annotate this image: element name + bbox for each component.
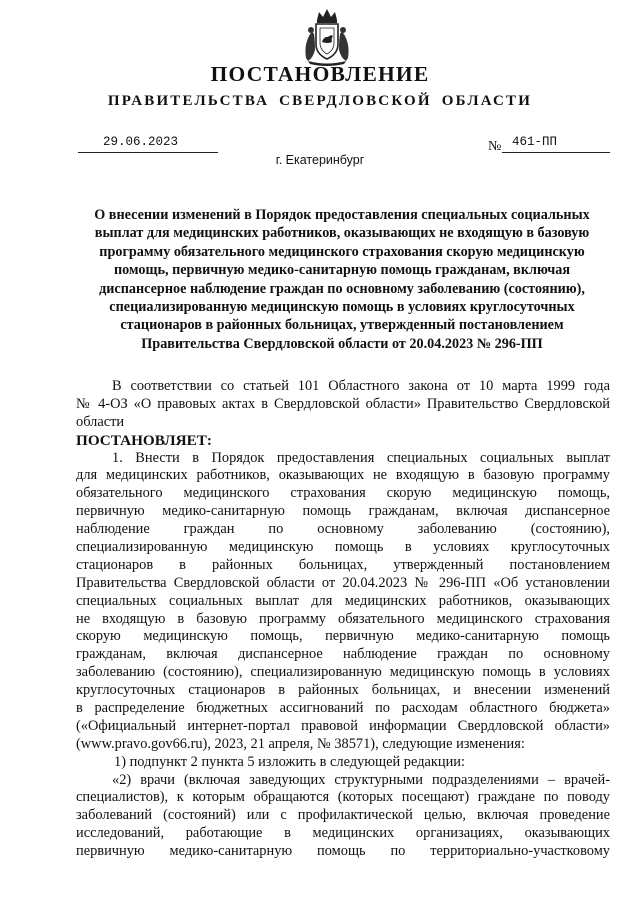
body-line: исследований, работающие в медицинских организациях, оказывающих <box>76 825 610 842</box>
body-line: заболеваний (состояний) или с профилактической целью, включая проведение <box>76 807 610 824</box>
resolves-keyword: ПОСТАНОВЛЯЕТ: <box>76 431 212 449</box>
body-line: В соответствии со статьей 101 Областного закона от 10 марта 1999 года <box>112 378 610 394</box>
resolution-body <box>76 378 610 861</box>
resolution-heading <box>62 206 622 353</box>
document-date: 29.06.2023 <box>78 135 218 153</box>
heading-line: диспансерное наблюдение граждан по основному заболеванию (состоянию), <box>99 280 585 297</box>
sverdlovsk-coat-of-arms-icon <box>300 6 354 66</box>
body-line: стационаров в районных больницах, утвержденный постановлением <box>76 556 610 573</box>
heading-line: стационаров в районных больницах, утвержденный постановлением <box>120 317 564 334</box>
city-name: г. Екатеринбург <box>275 153 365 167</box>
body-line: заболеванию (состоянию), специализированную медицинскую помощь в условиях <box>76 664 610 681</box>
heading-line: О внесении изменений в Порядок предоставления специальных социальных <box>94 207 590 223</box>
body-line: скорую медицинскую помощь, первичную медико-санитарную помощь <box>76 628 610 645</box>
heading-line: выплат для медицинских работников, оказывающих не входящую в базовую <box>94 225 590 242</box>
document-number: 461-ПП <box>502 135 610 153</box>
body-line: № 4-ОЗ «О правовых актах в Свердловской области» Правительство Свердловской <box>76 395 610 412</box>
body-line: специалистов), к которым обращаются (которых посещают) граждане по поводу <box>76 789 610 806</box>
body-line: (www.pravo.gov66.ru), 2023, 21 апреля, № 38571), следующие изменения: <box>76 735 525 752</box>
body-line: первичную медико-санитарную помощь по территориально-участковому <box>76 843 610 860</box>
body-line: гражданам, включая диспансерное наблюдение граждан по основному <box>76 646 610 663</box>
document-subtitle: ПРАВИТЕЛЬСТВА СВЕРДЛОВСКОЙ ОБЛАСТИ <box>107 93 533 109</box>
heading-line: программу обязательного медицинского страхования скорую медицинскую <box>99 243 585 260</box>
body-line: 1) подпункт 2 пункта 5 изложить в следующей редакции: <box>114 753 465 770</box>
body-line: первичную медико-санитарную помощь гражданам, включая диспансерное <box>76 503 610 520</box>
document-title: ПОСТАНОВЛЕНИЕ <box>210 62 430 86</box>
body-line: Правительства Свердловской области от 20.04.2023 № 296-ПП «Об установлении <box>76 574 610 591</box>
heading-line: помощь, первичную медико-санитарную помощь гражданам, включая <box>113 262 571 279</box>
body-line: специализированную медицинскую помощь в условиях круглосуточных <box>76 539 610 556</box>
body-line: в распределение бюджетных ассигнований по расходам областного бюджета» <box>76 700 610 717</box>
heading-line: Правительства Свердловской области от 20.04.2023 № 296-ПП <box>141 335 543 352</box>
number-sign: № <box>488 139 502 154</box>
body-line: области <box>76 413 125 430</box>
body-line: «2) врачи (включая заведующих структурными подразделениями – врачей- <box>112 771 610 788</box>
body-line: специальных социальных выплат для медицинских работников, оказывающих <box>76 592 610 609</box>
heading-line: специализированную медицинскую помощь в условиях круглосуточных <box>109 299 575 316</box>
body-line: для медицинских работников, оказывающих не входящую в базовую программу <box>76 467 610 484</box>
body-line: обязательного медицинского страхования скорую медицинскую помощь, <box>76 485 610 502</box>
body-line: не входящую в базовую программу обязательного медицинского страхования <box>76 610 610 627</box>
body-line: наблюдение граждан по основному заболеванию (состоянию), <box>76 521 610 538</box>
body-line: 1. Внести в Порядок предоставления специальных социальных выплат <box>112 449 610 466</box>
body-line: («Официальный интернет-портал правовой информации Свердловской области» <box>76 717 610 734</box>
body-line: круглосуточных стационаров в районных больницах, и внесении изменений <box>76 682 610 699</box>
